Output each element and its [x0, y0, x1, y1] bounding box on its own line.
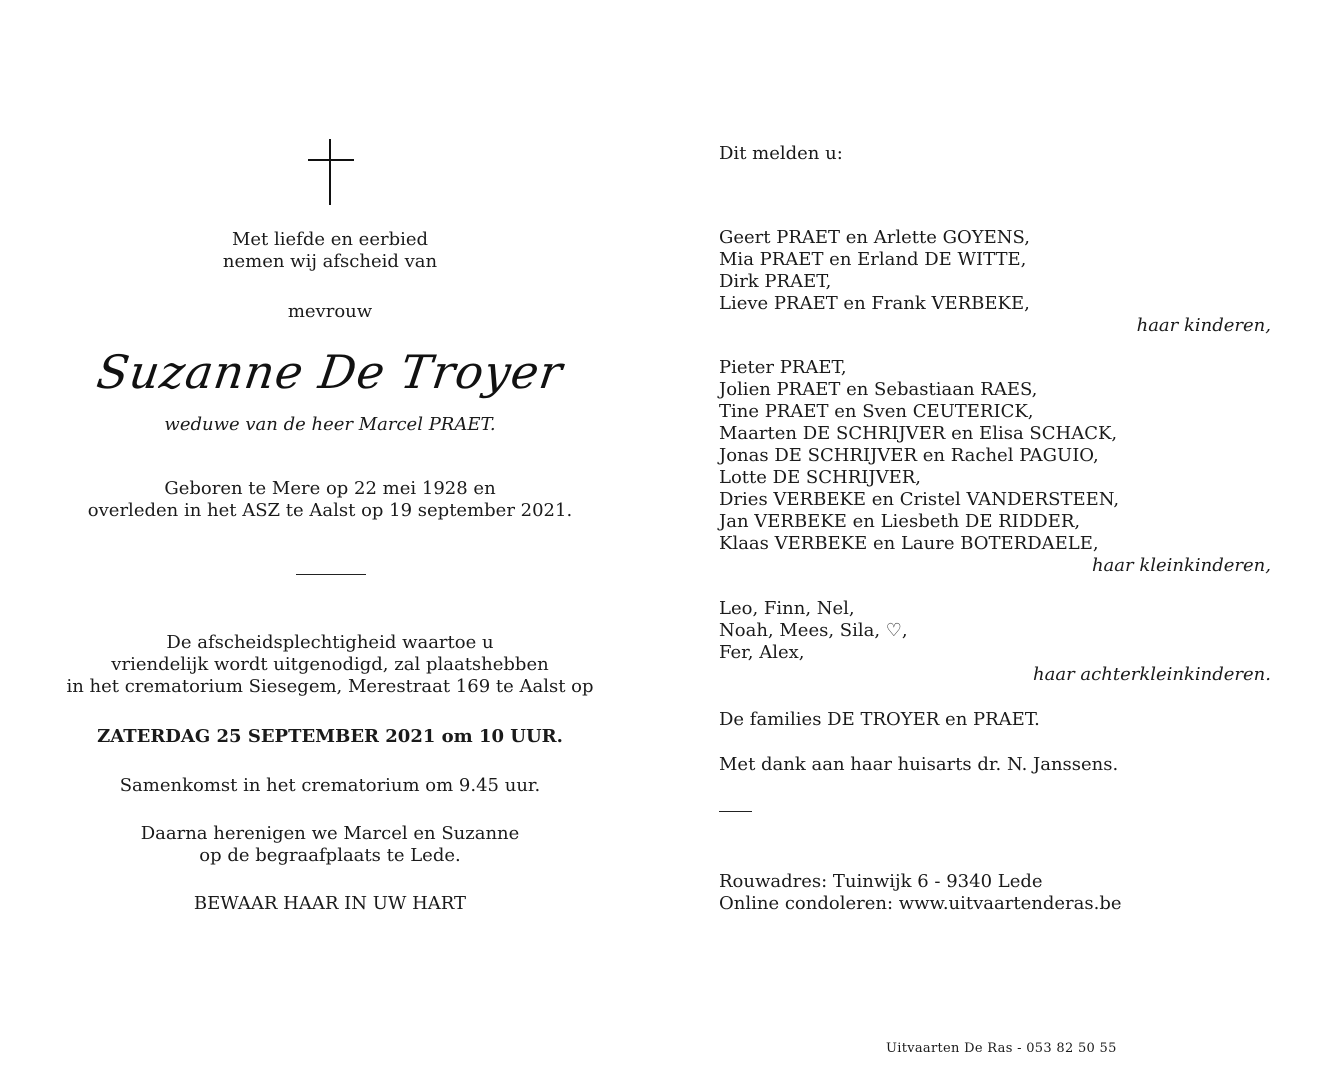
grandchildren-list — [719, 357, 1271, 577]
list-item: Jolien PRAET en Sebastiaan RAES, — [719, 379, 1038, 400]
birth-death-text: Geboren te Mere op 22 mei 1928 en overleden in het ASZ te Aalst op 19 september 2021. — [87, 478, 573, 521]
children-list — [719, 227, 1271, 337]
list-item: Lotte DE SCHRIJVER, — [719, 467, 922, 488]
intro-text: Met liefde en eerbied nemen wij afscheid van — [222, 229, 438, 272]
great-grandchildren-role: haar achterkleinkinderen. — [1033, 664, 1271, 685]
children-role: haar kinderen, — [1136, 315, 1271, 336]
gathering-text: Samenkomst in het crematorium om 9.45 uur. — [119, 775, 541, 796]
title-prefix: mevrouw — [287, 301, 373, 322]
list-item: Mia PRAET en Erland DE WITTE, — [719, 249, 1027, 270]
list-item: Klaas VERBEKE en Laure BOTERDAELE, — [719, 533, 1099, 554]
thanks-text: Met dank aan haar huisarts dr. N. Janssens. — [719, 754, 1119, 775]
list-item: Geert PRAET en Arlette GOYENS, — [719, 227, 1030, 248]
list-item: Tine PRAET en Sven CEUTERICK, — [719, 401, 1034, 422]
address-text: Rouwadres: Tuinwijk 6 - 9340 Lede — [719, 871, 1043, 892]
list-item: Dries VERBEKE en Cristel VANDERSTEEN, — [719, 489, 1120, 510]
list-item: Noah, Mees, Sila, ♡, — [719, 620, 908, 641]
cross-icon — [308, 139, 354, 205]
list-item: Jan VERBEKE en Liesbeth DE RIDDER, — [719, 511, 1081, 532]
contact-info — [719, 871, 1271, 915]
condolences-link[interactable]: Online condoleren: www.uitvaartenderas.be — [719, 893, 1122, 914]
list-item: Maarten DE SCHRIJVER en Elisa SCHACK, — [719, 423, 1118, 444]
divider — [719, 811, 752, 812]
list-item: Pieter PRAET, — [719, 357, 847, 378]
divider — [296, 574, 366, 575]
list-item: Jonas DE SCHRIJVER en Rachel PAGUIO, — [719, 445, 1099, 466]
deceased-name: Suzanne De Troyer — [93, 345, 567, 399]
widow-line: weduwe van de heer Marcel PRAET. — [164, 414, 496, 435]
list-item: Leo, Finn, Nel, — [719, 598, 855, 619]
list-item: Lieve PRAET en Frank VERBEKE, — [719, 293, 1030, 314]
announce-text: Dit melden u: — [719, 143, 843, 164]
ceremony-text: De afscheidsplechtigheid waartoe u vriendelijk wordt uitgenodigd, zal plaatshebben in het crematorium Siesegem, Merestraat 169 te Aalst op — [66, 632, 594, 697]
families-text: De families DE TROYER en PRAET. — [719, 709, 1040, 730]
footer-text: Uitvaarten De Ras - 053 82 50 55 — [886, 1041, 1117, 1056]
great-grandchildren-list — [719, 598, 1271, 686]
grandchildren-role: haar kleinkinderen, — [1091, 555, 1271, 576]
list-item: Fer, Alex, — [719, 642, 805, 663]
list-item: Dirk PRAET, — [719, 271, 832, 292]
ceremony-date: ZATERDAG 25 SEPTEMBER 2021 om 10 UUR. — [97, 726, 563, 747]
closing-text: BEWAAR HAAR IN UW HART — [193, 893, 467, 914]
burial-text: Daarna herenigen we Marcel en Suzanne op de begraafplaats te Lede. — [140, 823, 520, 866]
